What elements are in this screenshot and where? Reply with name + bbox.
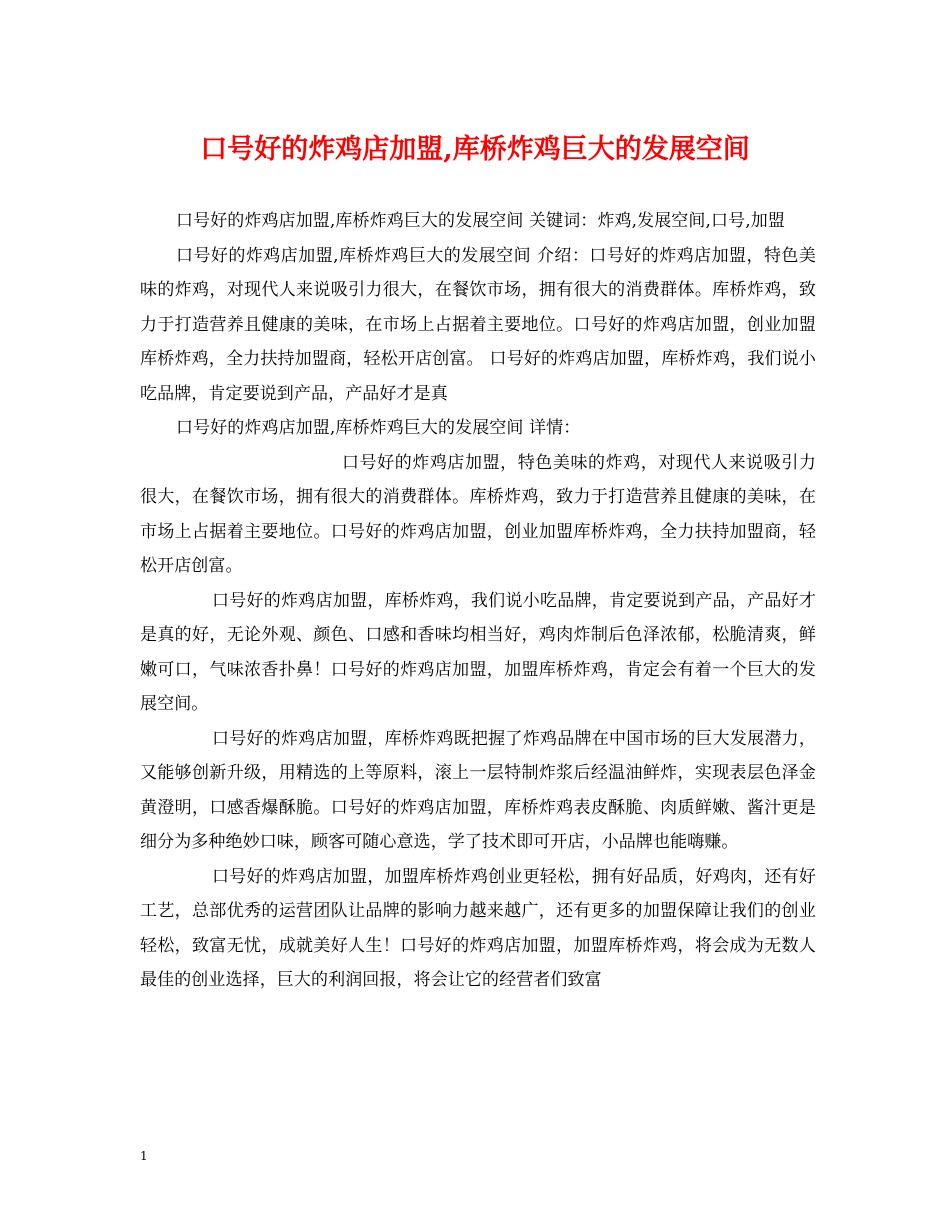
keywords-paragraph: 口号好的炸鸡店加盟,库桥炸鸡巨大的发展空间 关键词：炸鸡,发展空间,口号,加盟 — [176, 211, 785, 231]
page-number: 1 — [140, 1149, 148, 1163]
details-heading-paragraph: 口号好的炸鸡店加盟,库桥炸鸡巨大的发展空间 详情： — [176, 418, 581, 438]
document-body — [140, 204, 816, 998]
intro-paragraph: 口号好的炸鸡店加盟,库桥炸鸡巨大的发展空间 介绍：口号好的炸鸡店加盟，特色美味的炸鸡，对现代人来说吸引力很大，在餐饮市场，拥有很大的消费群体。库桥炸鸡，致力于打造营养且健康的美味，在市场上占据着主要地位。口号好的炸鸡店加盟，创业加盟库桥炸鸡，全力扶持加盟商，轻松开店创富。 口号好的炸鸡店加盟，库桥炸鸡，我们说小吃品牌，肯定要说到产品，产品好才是真 — [140, 245, 816, 404]
details-paragraph-2: 口号好的炸鸡店加盟，库桥炸鸡，我们说小吃品牌，肯定要说到产品，产品好才是真的好，无论外观、颜色、口感和香味均相当好，鸡肉炸制后色泽浓郁，松脆清爽，鲜嫩可口，气味浓香扑鼻！口号好的炸鸡店加盟，加盟库桥炸鸡，肯定会有着一个巨大的发展空间。 — [140, 590, 816, 714]
details-paragraph-4: 口号好的炸鸡店加盟，加盟库桥炸鸡创业更轻松，拥有好品质，好鸡肉，还有好工艺，总部优秀的运营团队让品牌的影响力越来越广，还有更多的加盟保障让我们的创业轻松，致富无忧，成就美好人生！口号好的炸鸡店加盟，加盟库桥炸鸡，将会成为无数人最佳的创业选择，巨大的利润回报，将会让它的经营者们致富 — [140, 866, 816, 990]
page-title: 口号好的炸鸡店加盟,库桥炸鸡巨大的发展空间 — [200, 134, 750, 165]
details-paragraph-3: 口号好的炸鸡店加盟，库桥炸鸡既把握了炸鸡品牌在中国市场的巨大发展潜力，又能够创新升级，用精选的上等原料，滚上一层特制炸浆后经温油鲜炸，实现表层色泽金黄澄明，口感香爆酥脆。口号好的炸鸡店加盟，库桥炸鸡表皮酥脆、肉质鲜嫩、酱汁更是细分为多种绝妙口味，顾客可随心意选，学了技术即可开店，小品牌也能嗨赚。 — [140, 728, 816, 852]
details-paragraph-1: 口号好的炸鸡店加盟，特色美味的炸鸡，对现代人来说吸引力很大，在餐饮市场，拥有很大的消费群体。库桥炸鸡，致力于打造营养且健康的美味，在市场上占据着主要地位。口号好的炸鸡店加盟，创业加盟库桥炸鸡，全力扶持加盟商，轻松开店创富。 — [140, 452, 816, 576]
